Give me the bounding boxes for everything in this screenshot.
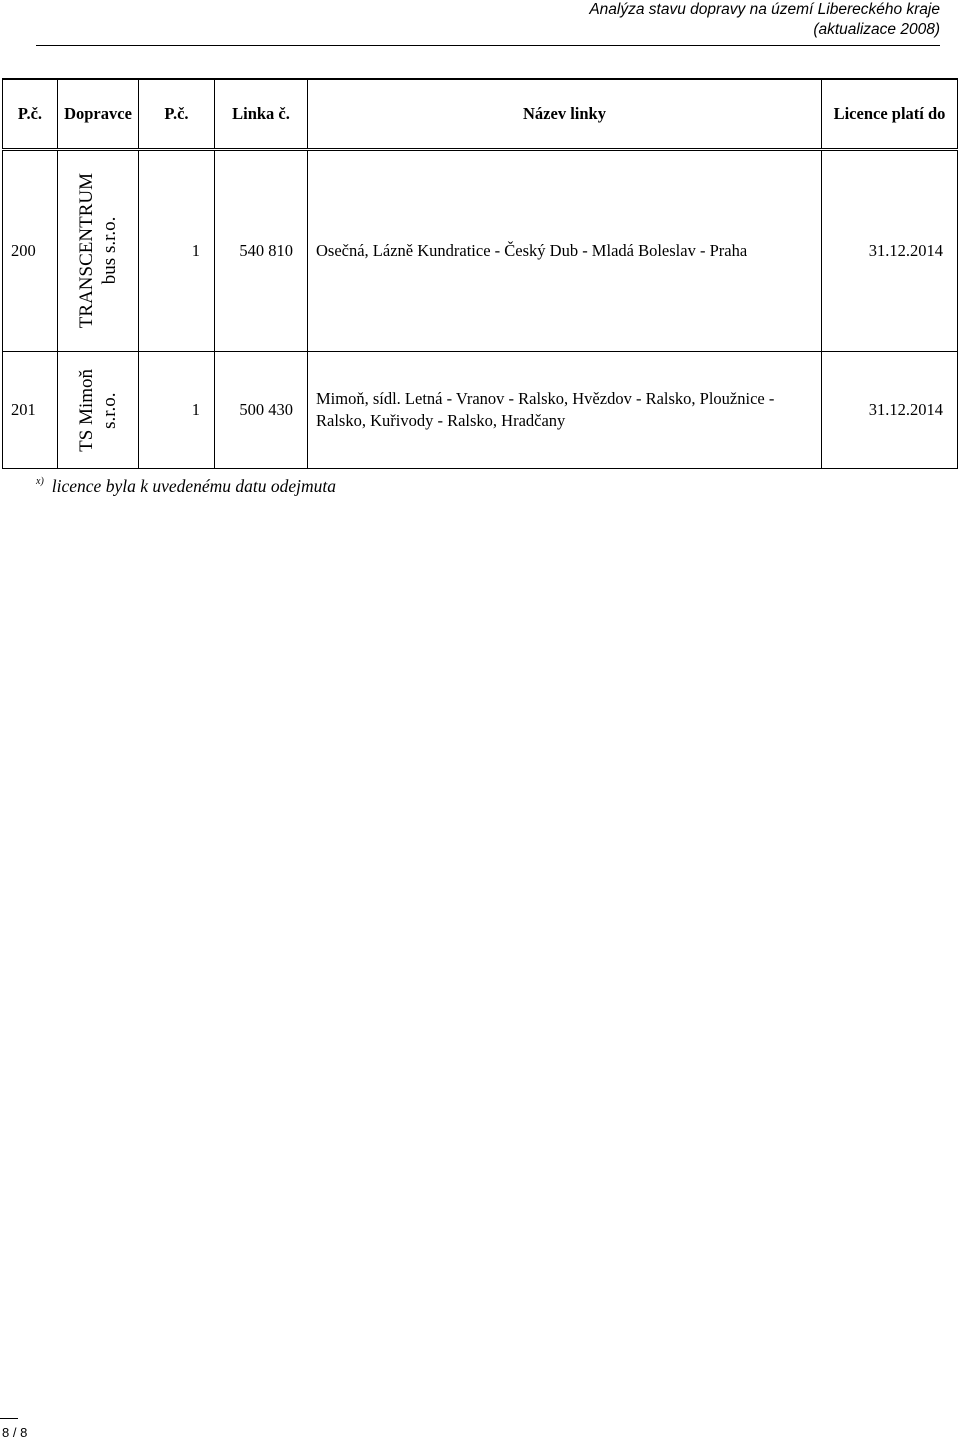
row-line-name: Osečná, Lázně Kundratice - Český Dub - Mladá Boleslav - Praha — [308, 150, 822, 352]
row-pc: 200 — [3, 150, 58, 352]
footer-divider — [0, 1418, 18, 1419]
row-pc2: 1 — [139, 150, 215, 352]
col-header-line-no: Linka č. — [215, 79, 308, 150]
carrier-name-line2: bus s.r.o. — [99, 217, 120, 285]
row-valid-to: 31.12.2014 — [822, 352, 958, 469]
row-carrier — [58, 150, 139, 352]
row-line-no: 540 810 — [215, 150, 308, 352]
footnote — [36, 476, 336, 497]
row-carrier — [58, 352, 139, 469]
footnote-text: licence byla k uvedenému datu odejmuta — [51, 476, 337, 496]
document-header-subtitle: (aktualizace 2008) — [813, 21, 940, 38]
row-line-name: Mimoň, sídl. Letná - Vranov - Ralsko, Hvězdov - Ralsko, Ploužnice - Ralsko, Kuřivody - Ralsko, Hradčany — [308, 352, 822, 469]
col-header-valid-to: Licence platí do — [822, 79, 958, 150]
carrier-vertical-label — [75, 173, 121, 328]
table-row — [3, 352, 958, 469]
header-divider — [36, 45, 940, 46]
table-header-row — [3, 79, 958, 150]
document-header-title: Analýza stavu dopravy na území Libereckého kraje — [589, 1, 940, 18]
carrier-name-line1: TS Mimoň — [76, 368, 97, 452]
row-line-no: 500 430 — [215, 352, 308, 469]
footnote-mark: x) — [36, 476, 44, 487]
row-valid-to: 31.12.2014 — [822, 150, 958, 352]
col-header-pc: P.č. — [3, 79, 58, 150]
col-header-line-name: Název linky — [308, 79, 822, 150]
license-table — [2, 78, 958, 469]
row-pc: 201 — [3, 352, 58, 469]
carrier-vertical-label — [75, 369, 121, 452]
carrier-name-line2: s.r.o. — [99, 391, 120, 429]
col-header-carrier: Dopravce — [58, 79, 139, 150]
table-row — [3, 150, 958, 352]
col-header-pc2: P.č. — [139, 79, 215, 150]
page-number: 8 / 8 — [2, 1425, 28, 1440]
row-pc2: 1 — [139, 352, 215, 469]
carrier-name-line1: TRANSCENTRUM — [76, 173, 97, 329]
